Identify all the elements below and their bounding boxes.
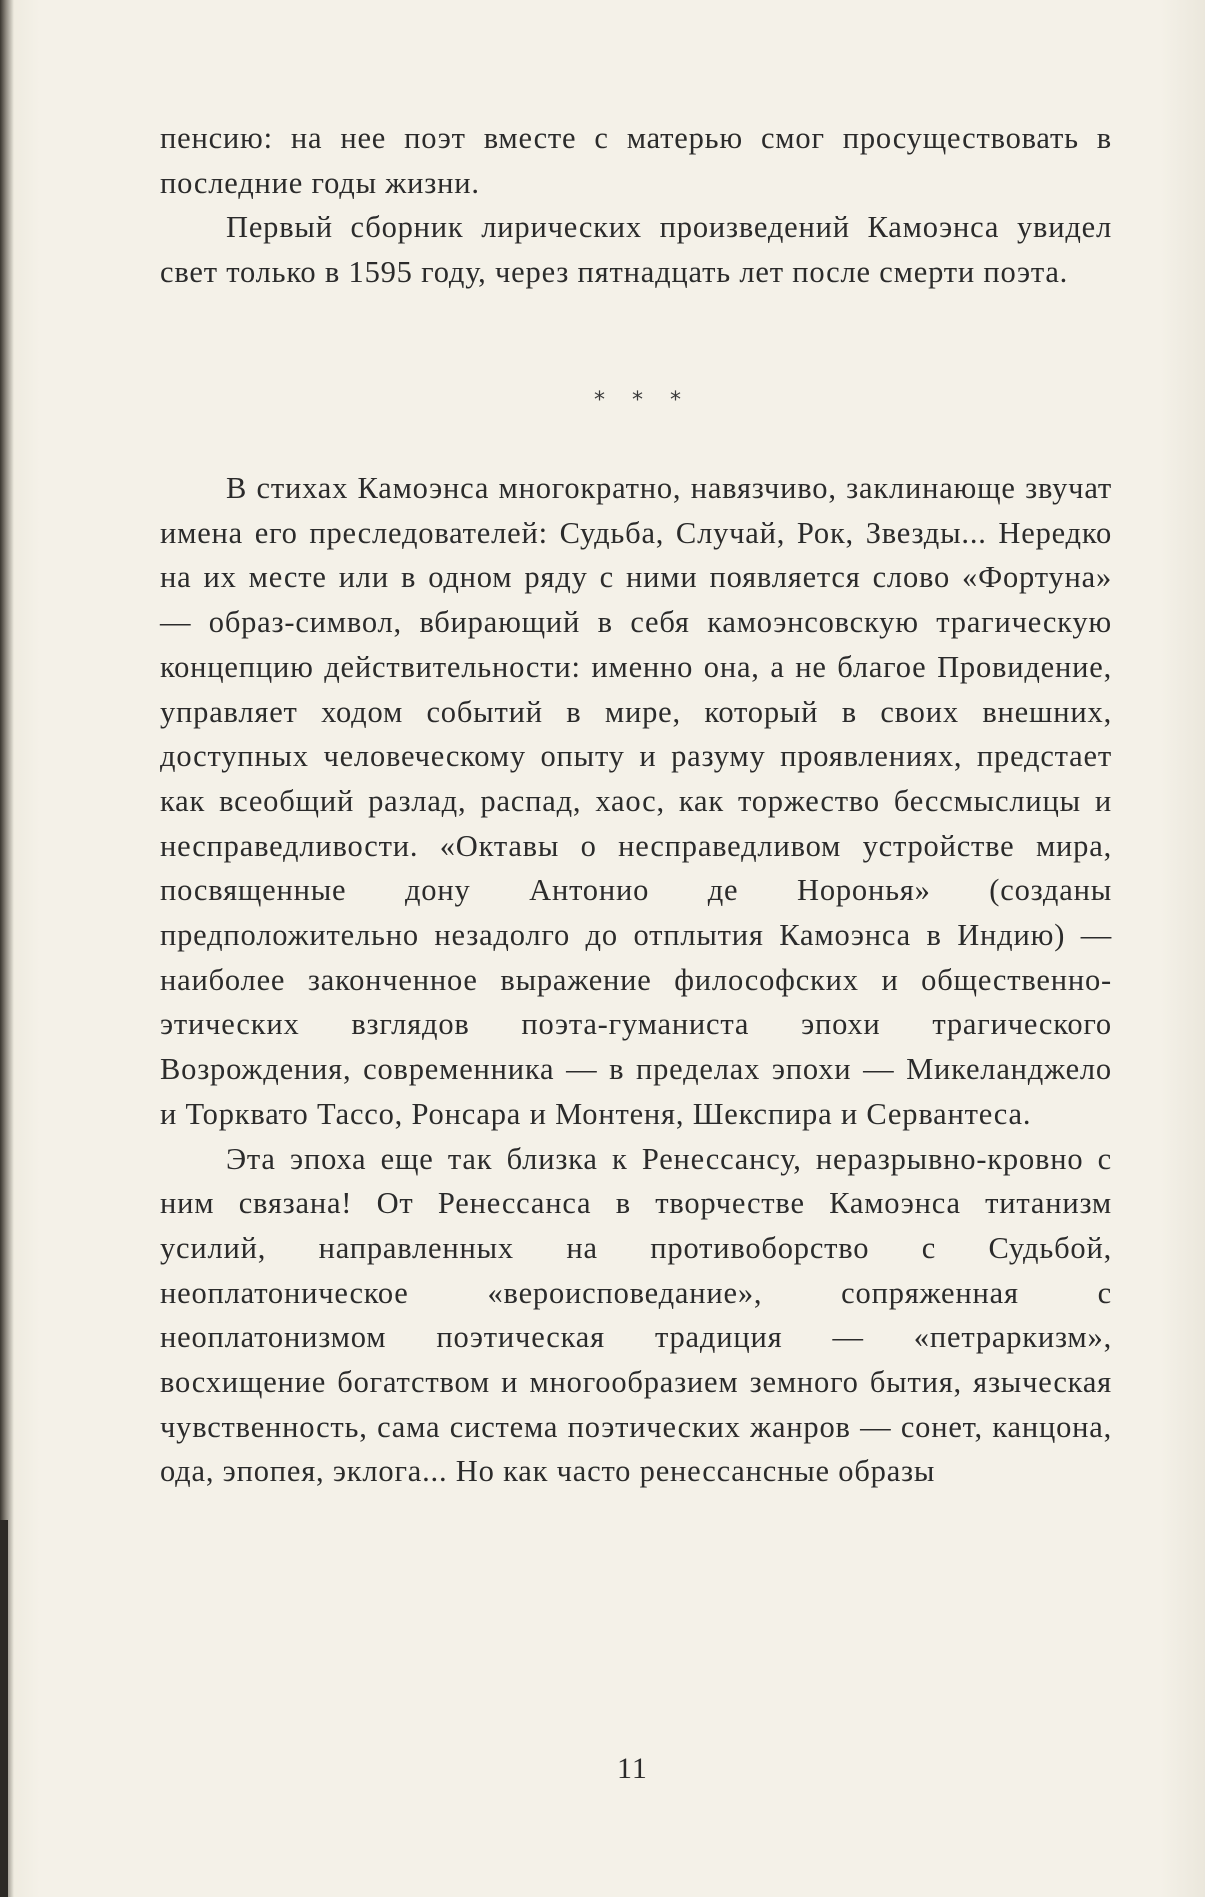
main-text-section (160, 466, 1112, 1494)
paragraph-first-collection: Первый сборник лирических произведений Камоэнса увидел свет только в 1595 году, через пятнадцать лет после смерти поэта. (160, 210, 1112, 290)
paragraph-renaissance: Эта эпоха еще так близка к Ренессансу, неразрывно-кровно с ним связана! От Ренессанса в творчестве Камоэнса титанизм усилий, направленных на противоборство с Судьбой, неоплатоническое «вероисповедание», сопряженная с неоплатонизмом поэтическая традиция — «петраркизм», восхищение богатством и многообразием земного бытия, языческая чувственность, сама система поэтических жанров — сонет, канцона, ода, эпопея, эклога... Но как часто ренессансные образы (160, 1141, 1112, 1489)
paragraph-fortune: В стихах Камоэнса многократно, навязчиво, заклинающе звучат имена его преследователей: Судьба, Случай, Рок, Звезды... Нередко на их месте или в одном ряду с ними появляется слово «Фортуна» — образ-символ, вбирающий в себя камоэнсовскую трагическую концепцию действительности: именно она, а не благое Провидение, управляет ходом событий в мире, который в своих внешних, доступных человеческому опыту и разуму проявлениях, предстает как всеобщий разлад, распад, хаос, как торжество бессмыслицы и несправедливости. «Октавы о несправедливом устройстве мира, посвященные дону Антонио де Норонья» (созданы предположительно незадолго до отплытия Камоэнса в Индию) — наиболее законченное выражение философских и общественно-этических взглядов поэта-гуманиста эпохи трагического Возрождения, современника — в пределах эпохи — Микеланджело и Торквато Тассо, Ронсара и Монтеня, Шекспира и Сервантеса. (160, 471, 1112, 1131)
paragraph-continued: пенсию: на нее поэт вместе с матерью смог просуществовать в последние годы жизни. (160, 121, 1112, 200)
page-number: 11 (617, 1752, 648, 1785)
binding-shadow-dark (0, 1520, 8, 1897)
section-separator: * * * (594, 388, 691, 413)
top-text-section (160, 116, 1112, 295)
